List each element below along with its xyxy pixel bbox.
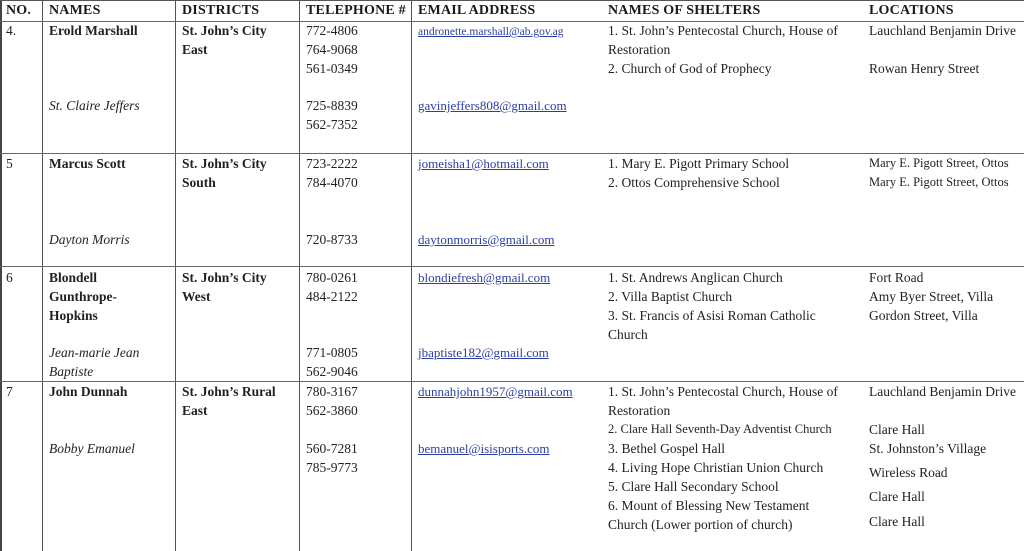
district: St. John’s City	[182, 156, 267, 171]
primary-name: Marcus Scott	[49, 156, 126, 171]
shelter-item: 2. Ottos Comprehensive School	[608, 175, 780, 190]
secondary-name: St. Claire Jeffers	[49, 98, 140, 113]
shelter-item: 2. Villa Baptist Church	[608, 289, 733, 304]
header-districts: DISTRICTS	[182, 3, 260, 18]
phone: 723-2222	[306, 156, 358, 171]
email-link[interactable]: andronette.marshall@ab.gov.ag	[418, 26, 564, 38]
phone: 562-7352	[306, 117, 358, 132]
phone: 561-0349	[306, 61, 358, 76]
shelter-item: 1. St. Andrews Anglican Church	[608, 270, 783, 285]
phone: 720-8733	[306, 232, 358, 247]
shelter-list	[608, 154, 789, 192]
location: Rowan Henry Street	[869, 61, 980, 76]
email-link[interactable]: dunnahjohn1957@gmail.com	[418, 384, 573, 399]
row-divider	[0, 266, 1024, 267]
phone: 560-7281	[306, 441, 358, 456]
email-link[interactable]: blondiefresh@gmail.com	[418, 270, 551, 285]
shelter-item: 6. Mount of Blessing New Testament	[608, 498, 810, 513]
shelter-item: 1. Mary E. Pigott Primary School	[608, 156, 790, 171]
district: St. John’s Rural	[182, 384, 276, 399]
row-number: 6	[6, 270, 13, 285]
primary-name: Erold Marshall	[49, 23, 138, 38]
phone: 771-0805	[306, 345, 358, 360]
shelter-item: 5. Clare Hall Secondary School	[608, 479, 779, 494]
shelter-item: Church	[608, 327, 648, 342]
location: Wireless Road	[869, 465, 948, 480]
table-border-top	[0, 0, 1024, 1]
email-link[interactable]: jbaptiste182@gmail.com	[418, 345, 549, 360]
district: St. John’s City	[182, 270, 267, 285]
email-link[interactable]: daytonmorris@gmail.com	[418, 232, 555, 247]
location: Lauchland Benjamin Drive	[869, 23, 1016, 38]
district: East	[182, 403, 208, 418]
phone: 562-9046	[306, 364, 358, 379]
column-divider	[411, 0, 412, 551]
district: East	[182, 42, 208, 57]
location: Fort Road	[869, 270, 924, 285]
district: St. John’s City	[182, 23, 267, 38]
header-telephone: TELEPHONE #	[306, 3, 406, 18]
phone: 484-2122	[306, 289, 358, 304]
header-email: EMAIL ADDRESS	[418, 3, 536, 18]
shelter-list	[608, 268, 816, 344]
email-link[interactable]: bemanuel@isisports.com	[418, 441, 550, 456]
shelter-list	[608, 21, 838, 78]
shelter-item: 3. Bethel Gospel Hall	[608, 441, 725, 456]
location: Lauchland Benjamin Drive	[869, 384, 1016, 399]
district: South	[182, 175, 216, 190]
primary-name: John Dunnah	[49, 384, 128, 399]
phone: 780-3167	[306, 384, 358, 399]
shelter-item: 2. Church of God of Prophecy	[608, 61, 772, 76]
phone: 562-3860	[306, 403, 358, 418]
header-locations: LOCATIONS	[869, 3, 954, 18]
row-number: 7	[6, 384, 13, 399]
location: Clare Hall	[869, 489, 925, 504]
column-divider	[42, 0, 43, 551]
shelter-item: 2. Clare Hall Seventh-Day Adventist Church	[608, 422, 832, 436]
primary-name: Hopkins	[49, 308, 98, 323]
phone: 764-9068	[306, 42, 358, 57]
row-number: 5	[6, 156, 13, 171]
location: Clare Hall	[869, 514, 925, 529]
location: Gordon Street, Villa	[869, 308, 978, 323]
shelter-item: Church (Lower portion of church)	[608, 517, 793, 532]
secondary-name: Jean-marie Jean	[49, 345, 140, 360]
secondary-name: Bobby Emanuel	[49, 441, 135, 456]
column-divider	[299, 0, 300, 551]
shelter-item: 4. Living Hope Christian Union Church	[608, 460, 824, 475]
phone: 780-0261	[306, 270, 358, 285]
location: Clare Hall	[869, 422, 925, 437]
header-no: NO.	[6, 3, 32, 18]
row-number: 4.	[6, 23, 17, 38]
location: Amy Byer Street, Villa	[869, 289, 994, 304]
shelter-item: Restoration	[608, 403, 671, 418]
location: Mary E. Pigott Street, Ottos	[869, 156, 1009, 170]
primary-name: Blondell	[49, 270, 98, 285]
shelter-item: 1. St. John’s Pentecostal Church, House of	[608, 23, 838, 38]
primary-name: Gunthrope-	[49, 289, 118, 304]
shelter-item: Restoration	[608, 42, 671, 57]
location: St. Johnston’s Village	[869, 441, 987, 456]
location: Mary E. Pigott Street, Ottos	[869, 175, 1009, 189]
header-names: NAMES	[49, 3, 101, 18]
district: West	[182, 289, 211, 304]
phone: 725-8839	[306, 98, 358, 113]
email-link[interactable]: jomeisha1@hotmail.com	[418, 156, 549, 171]
table-border-left	[0, 0, 2, 551]
shelter-item: 3. St. Francis of Asisi Roman Catholic	[608, 308, 816, 323]
phone: 772-4806	[306, 23, 358, 38]
phone: 785-9773	[306, 460, 358, 475]
shelter-item: 1. St. John’s Pentecostal Church, House of	[608, 384, 838, 399]
secondary-name: Dayton Morris	[49, 232, 130, 247]
header-shelters: NAMES OF SHELTERS	[608, 3, 761, 18]
column-divider	[175, 0, 176, 551]
phone: 784-4070	[306, 175, 358, 190]
shelter-list	[608, 382, 838, 534]
email-link[interactable]: gavinjeffers808@gmail.com	[418, 98, 567, 113]
secondary-name: Baptiste	[49, 364, 94, 379]
